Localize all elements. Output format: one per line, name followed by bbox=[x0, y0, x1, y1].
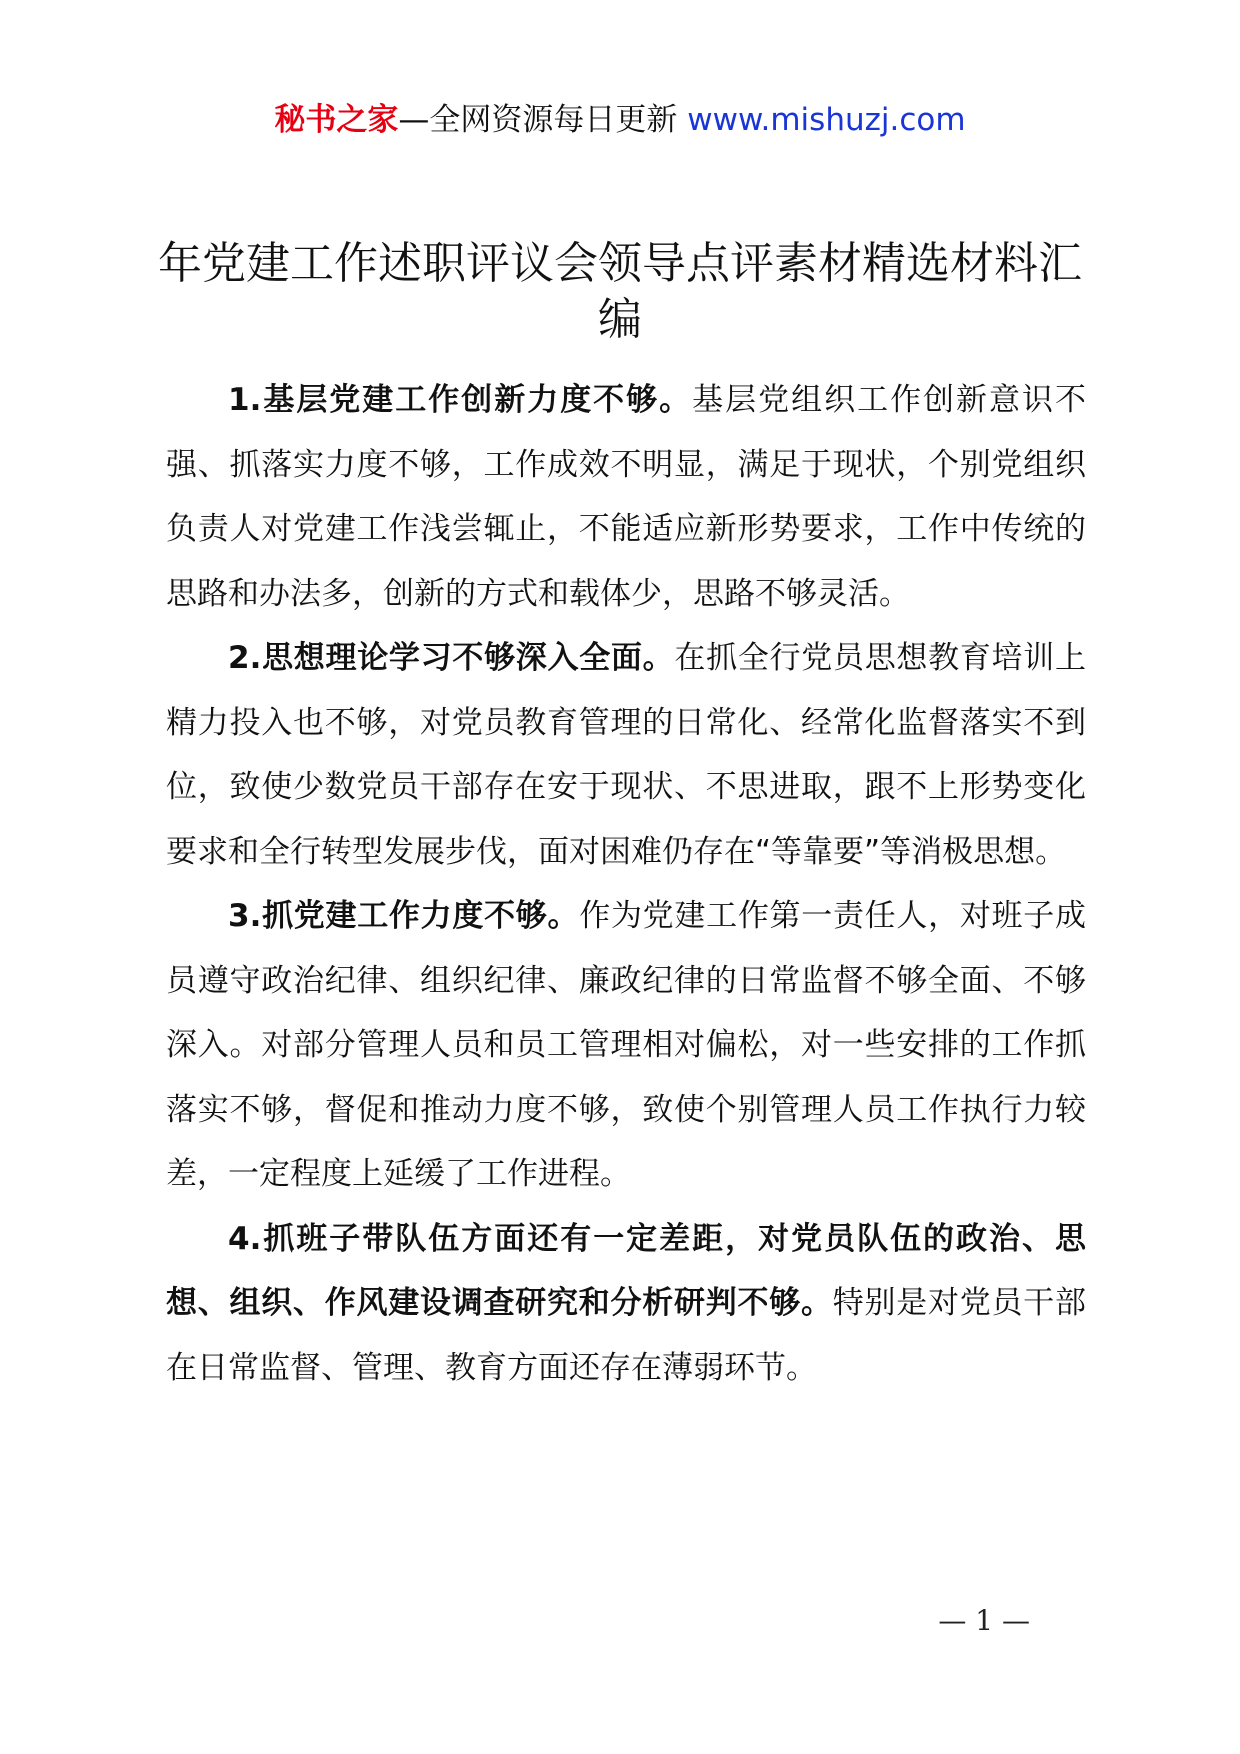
paragraph-text: 基层党组织工作创新意识不强、抓落实力度不够，工作成效不明显，满足于现状，个别党组织负责人对党建工作浅尝辄止，不能适应新形势要求，工作中传统的思路和办法多，创新的方式和载体少，思路不够灵活。 bbox=[166, 382, 1086, 612]
paragraph-1 bbox=[166, 368, 1086, 626]
paragraph-heading: 1.基层党建工作创新力度不够。 bbox=[228, 382, 693, 418]
site-brand: 秘书之家 bbox=[274, 102, 399, 138]
paragraph-text: 作为党建工作第一责任人，对班子成员遵守政治纪律、组织纪律、廉政纪律的日常监督不够全面、不够深入。对部分管理人员和员工管理相对偏松，对一些安排的工作抓落实不够，督促和推动力度不够，致使个别管理人员工作执行力较差，一定程度上延缓了工作进程。 bbox=[166, 898, 1086, 1192]
document-body bbox=[166, 368, 1086, 1400]
paragraph-text: 特别是对党员干部在日常监督、管理、教育方面还存在薄弱环节。 bbox=[166, 1285, 1086, 1386]
site-tagline: —全网资源每日更新 bbox=[398, 102, 688, 138]
paragraph-2 bbox=[166, 626, 1086, 884]
site-banner bbox=[0, 100, 1240, 140]
page-number: — 1 — bbox=[938, 1604, 1030, 1637]
document-title: 年党建工作述职评议会领导点评素材精选材料汇编 bbox=[158, 238, 1082, 345]
site-url-link[interactable]: www.mishuzj.com bbox=[687, 102, 966, 138]
paragraph-heading: 2.思想理论学习不够深入全面。 bbox=[228, 640, 675, 676]
paragraph-text: 在抓全行党员思想教育培训上精力投入也不够，对党员教育管理的日常化、经常化监督落实不到位，致使少数党员干部存在安于现状、不思进取，跟不上形势变化要求和全行转型发展步伐，面对困难仍存在“等靠要”等消极思想。 bbox=[166, 640, 1086, 870]
paragraph-3 bbox=[166, 884, 1086, 1207]
paragraph-4 bbox=[166, 1207, 1086, 1401]
paragraph-heading: 3.抓党建工作力度不够。 bbox=[228, 898, 580, 934]
paragraph-heading: 4.抓班子带队伍方面还有一定差距，对党员队伍的政治、思想、组织、作风建设调查研究和分析研判不够。 bbox=[166, 1220, 1086, 1321]
